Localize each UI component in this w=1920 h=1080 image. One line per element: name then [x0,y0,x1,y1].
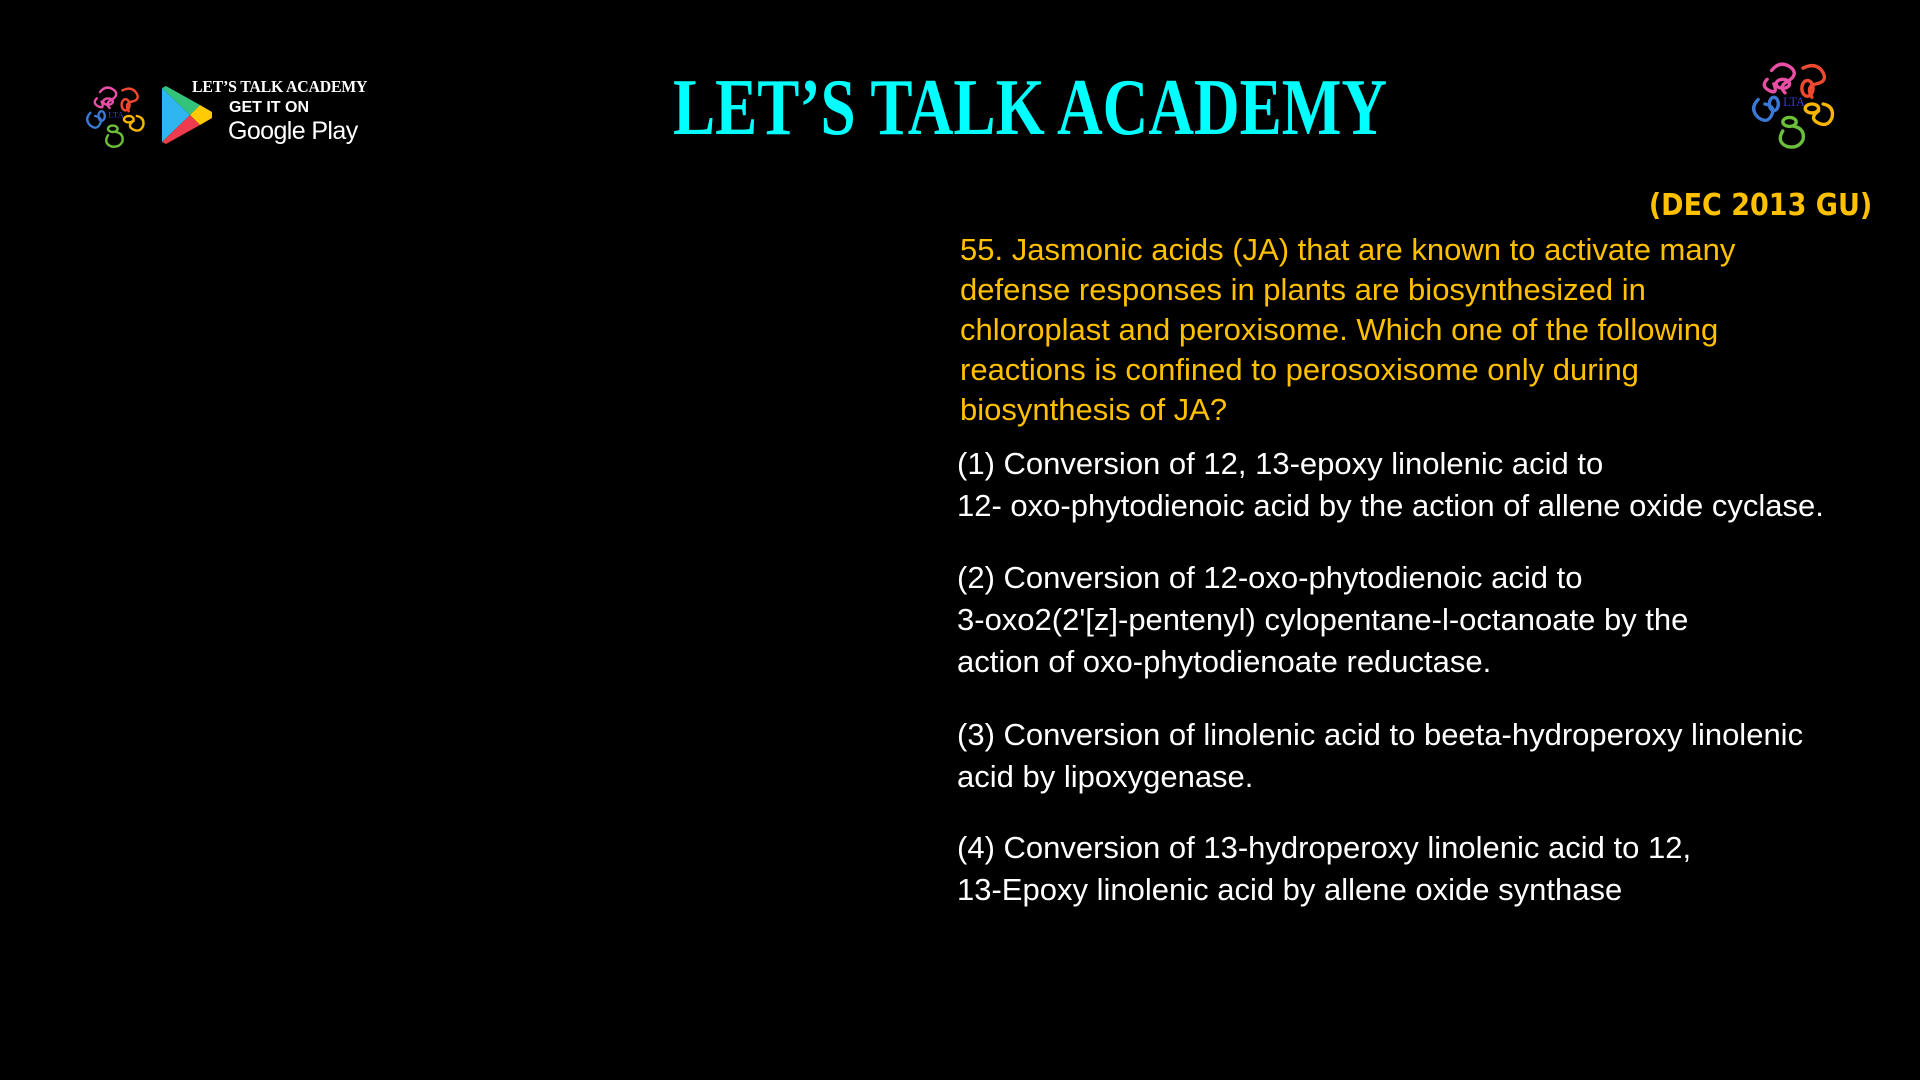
academy-logo-right [1738,48,1850,160]
question-line: chloroplast and peroxisome. Which one of the following [960,312,1719,347]
svg-text:LTA: LTA [108,109,124,120]
get-it-on-label[interactable]: GET IT ON [229,99,309,116]
question-line: 55. Jasmonic acids (JA) that are known to activate many [960,232,1736,267]
question-line: defense responses in plants are biosynthesized in [960,272,1646,307]
option-line: 13-Epoxy linolenic acid by allene oxide synthase [957,872,1623,907]
protein-ribbon-logo-icon [76,76,156,156]
option-line: (4) Conversion of 13-hydroperoxy linolenic acid to 12, [957,830,1692,865]
option-line: 12- oxo-phytodienoic acid by the action of allene oxide cyclase. [957,488,1824,523]
exam-source-tag: (DEC 2013 GU) [1648,188,1872,223]
google-play-label[interactable]: Google Play [228,117,358,145]
brand-name-small: LET’S TALK ACADEMY [192,77,368,96]
option-line: action of oxo-phytodienoate reductase. [957,644,1492,679]
question-line: reactions is confined to perosoxisome only during [960,352,1639,387]
protein-ribbon-logo-icon [1738,48,1850,160]
option-line: (2) Conversion of 12-oxo-phytodienoic acid to [957,560,1583,595]
option-line: 3-oxo2(2'[z]-pentenyl) cylopentane-l-octanoate by the [957,602,1689,637]
svg-text:LTA: LTA [1783,95,1805,110]
option-line: acid by lipoxygenase. [957,759,1254,794]
page-title: LET’S TALK ACADEMY [673,64,1388,152]
option-line: (1) Conversion of 12, 13-epoxy linolenic acid to [957,446,1604,481]
option-line: (3) Conversion of linolenic acid to beeta-hydroperoxy linolenic [957,717,1804,752]
question-line: biosynthesis of JA? [960,392,1228,427]
academy-logo-left [76,76,156,156]
